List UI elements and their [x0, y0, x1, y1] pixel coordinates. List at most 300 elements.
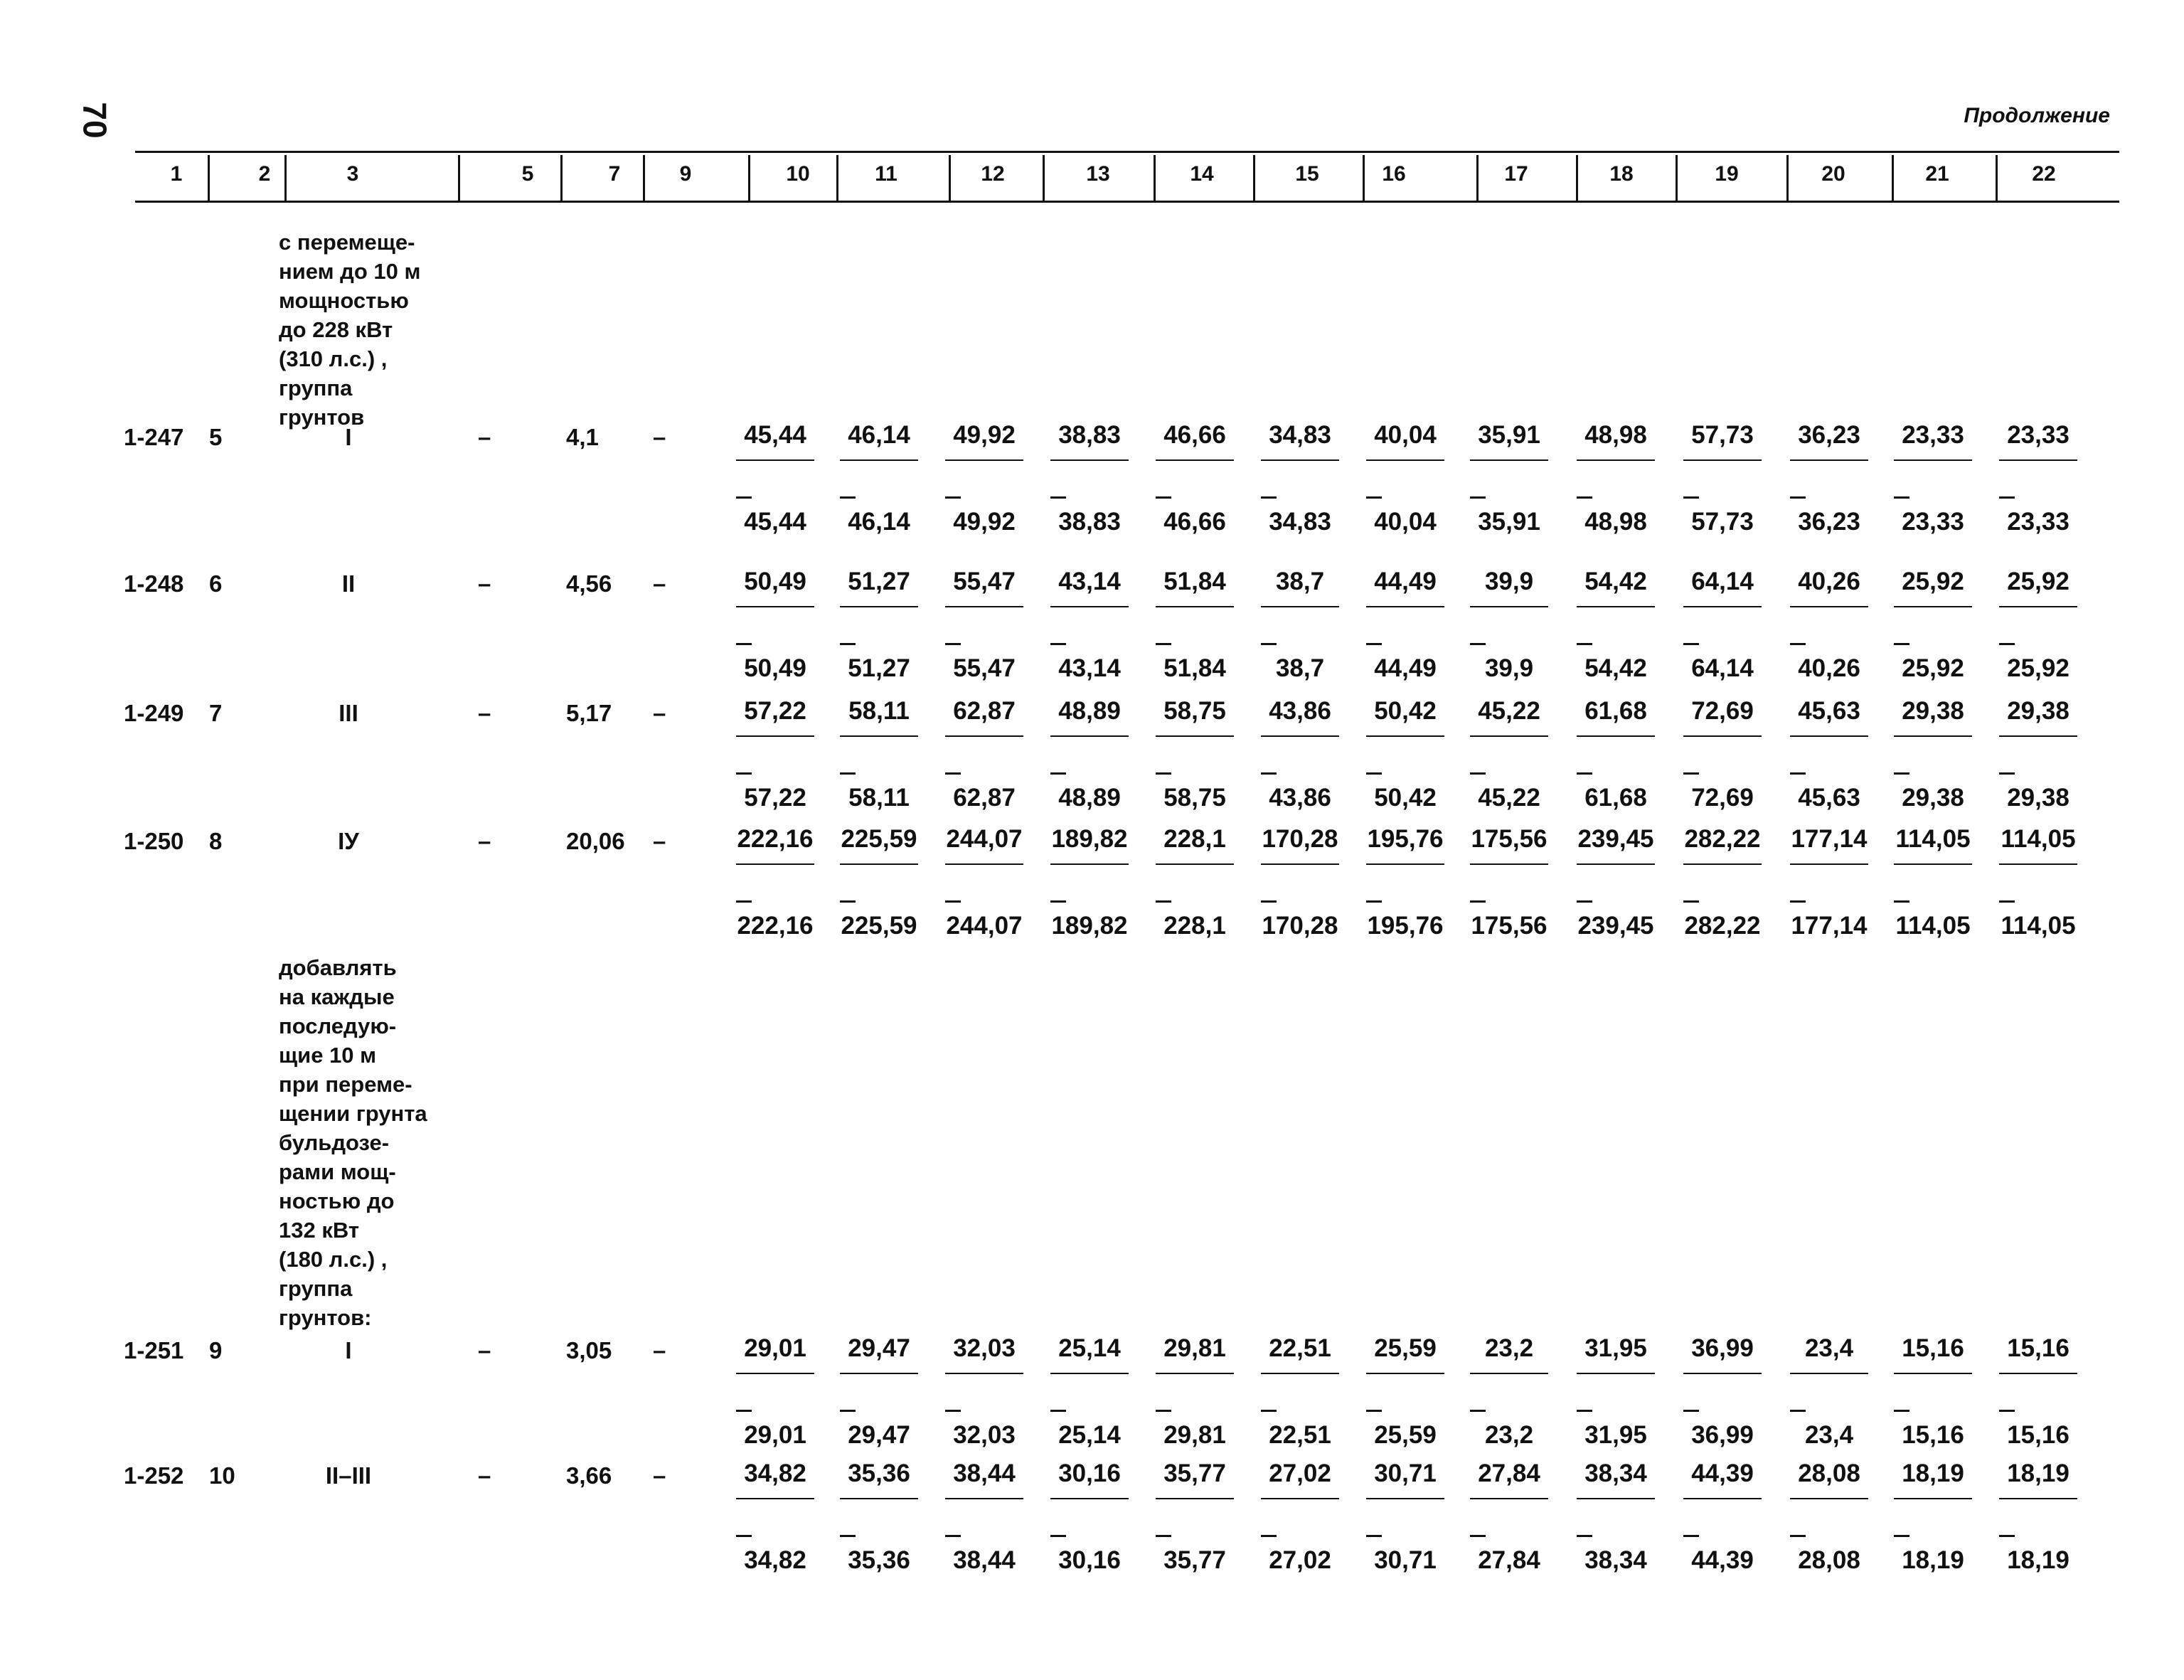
- missing-value-dash: [1156, 643, 1171, 645]
- header-col-7: 7: [608, 162, 621, 186]
- fraction-bar: [945, 863, 1023, 865]
- price-denominator: 35,77: [1163, 1546, 1226, 1574]
- fraction-bar: [945, 606, 1023, 607]
- fraction-bar: [945, 459, 1023, 461]
- price-numerator: 25,92: [2007, 568, 2070, 595]
- price-denominator: 170,28: [1262, 912, 1338, 940]
- price-numerator: 58,11: [848, 697, 910, 725]
- row-number: 7: [209, 700, 223, 726]
- price-numerator: 22,51: [1269, 1334, 1331, 1362]
- fraction-bar: [1470, 735, 1548, 737]
- price-denominator: 45,63: [1798, 784, 1860, 812]
- price-denominator: 36,99: [1691, 1421, 1754, 1449]
- price-numerator: 28,08: [1798, 1460, 1860, 1487]
- price-denominator: 23,2: [1484, 1421, 1534, 1449]
- price-denominator: 46,14: [848, 508, 910, 536]
- col-9-value: –: [653, 424, 666, 450]
- fraction-bar: [1894, 1373, 1972, 1374]
- missing-value-dash: [1261, 772, 1277, 775]
- fraction-bar: [1050, 459, 1129, 461]
- fraction-bar: [1470, 863, 1548, 865]
- price-numerator: 18,19: [2007, 1460, 2070, 1487]
- price-denominator: 50,42: [1374, 784, 1437, 812]
- price-numerator: 31,95: [1584, 1334, 1647, 1362]
- price-numerator: 58,75: [1163, 697, 1226, 725]
- missing-value-dash: [1577, 643, 1592, 645]
- price-numerator: 50,42: [1374, 697, 1437, 725]
- header-col-9: 9: [679, 162, 692, 186]
- fraction-bar: [1156, 459, 1234, 461]
- price-denominator: 23,33: [1902, 508, 1964, 536]
- header-col-20: 20: [1821, 162, 1845, 186]
- price-numerator: 195,76: [1367, 825, 1444, 853]
- price-numerator: 34,83: [1269, 421, 1331, 449]
- col-9-value: –: [653, 1337, 666, 1363]
- price-denominator: 30,71: [1374, 1546, 1437, 1574]
- fraction-bar: [1577, 1373, 1655, 1374]
- header-separator: [1786, 155, 1789, 201]
- missing-value-dash: [1683, 496, 1699, 499]
- missing-value-dash: [1683, 1410, 1699, 1412]
- price-numerator: 57,73: [1691, 421, 1754, 449]
- section-description: [279, 953, 427, 1332]
- col-5-value: –: [478, 1462, 491, 1489]
- price-numerator: 38,83: [1058, 421, 1121, 449]
- price-numerator: 46,66: [1163, 421, 1226, 449]
- missing-value-dash: [1683, 1535, 1699, 1537]
- missing-value-dash: [1156, 772, 1171, 775]
- price-numerator: 228,1: [1163, 825, 1226, 853]
- fraction-bar: [1790, 863, 1868, 865]
- price-denominator: 72,69: [1691, 784, 1754, 812]
- header-separator: [949, 155, 951, 201]
- price-denominator: 175,56: [1471, 912, 1548, 940]
- missing-value-dash: [840, 772, 856, 775]
- row-number: 9: [209, 1337, 223, 1363]
- price-numerator: 25,14: [1058, 1334, 1121, 1362]
- price-numerator: 43,86: [1269, 697, 1331, 725]
- fraction-bar: [1683, 863, 1762, 865]
- header-col-13: 13: [1086, 162, 1110, 186]
- fraction-bar: [1156, 606, 1234, 607]
- row-number: 10: [209, 1462, 235, 1489]
- fraction-bar: [945, 1498, 1023, 1499]
- description-line: 132 кВт: [279, 1218, 360, 1243]
- missing-value-dash: [1894, 900, 1909, 903]
- price-numerator: 46,14: [848, 421, 910, 449]
- price-numerator: 25,92: [1902, 568, 1964, 595]
- price-numerator: 61,68: [1584, 697, 1647, 725]
- description-line: щении грунта: [279, 1101, 427, 1126]
- price-numerator: 170,28: [1262, 825, 1338, 853]
- price-denominator: 15,16: [2007, 1421, 2070, 1449]
- description-line: при переме-: [279, 1072, 412, 1097]
- missing-value-dash: [945, 772, 961, 775]
- price-numerator: 43,14: [1058, 568, 1121, 595]
- missing-value-dash: [1470, 643, 1486, 645]
- missing-value-dash: [736, 1410, 752, 1412]
- header-separator: [1996, 155, 1998, 201]
- description-line: грунтов: [279, 405, 365, 430]
- fraction-bar: [840, 1498, 918, 1499]
- price-denominator: 38,34: [1584, 1546, 1647, 1574]
- price-denominator: 25,14: [1058, 1421, 1121, 1449]
- col-7-value: 4,1: [566, 424, 599, 450]
- fraction-bar: [1894, 459, 1972, 461]
- price-numerator: 15,16: [2007, 1334, 2070, 1362]
- missing-value-dash: [1577, 900, 1592, 903]
- col-5-value: –: [478, 828, 491, 854]
- fraction-bar: [840, 606, 918, 607]
- missing-value-dash: [840, 1410, 856, 1412]
- fraction-bar: [1999, 735, 2077, 737]
- fraction-bar: [1366, 606, 1444, 607]
- col-7-value: 4,56: [566, 570, 612, 597]
- price-numerator: 44,39: [1691, 1460, 1754, 1487]
- price-numerator: 23,2: [1484, 1334, 1534, 1362]
- missing-value-dash: [1261, 900, 1277, 903]
- price-denominator: 46,66: [1163, 508, 1226, 536]
- price-numerator: 29,38: [2007, 697, 2070, 725]
- price-denominator: 282,22: [1684, 912, 1761, 940]
- continuation-label: Продолжение: [1964, 104, 2110, 127]
- fraction-bar: [1577, 606, 1655, 607]
- description-line: добавлять: [279, 955, 397, 980]
- fraction-bar: [1261, 606, 1339, 607]
- missing-value-dash: [1894, 496, 1909, 499]
- col-5-value: –: [478, 424, 491, 450]
- missing-value-dash: [736, 643, 752, 645]
- soil-group: IУ: [338, 828, 359, 854]
- missing-value-dash: [1894, 772, 1909, 775]
- soil-group: II: [341, 570, 356, 597]
- price-denominator: 61,68: [1584, 784, 1647, 812]
- missing-value-dash: [736, 1535, 752, 1537]
- description-line: до 228 кВт: [279, 317, 393, 342]
- fraction-bar: [1894, 606, 1972, 607]
- price-numerator: 23,4: [1804, 1334, 1854, 1362]
- fraction-bar: [1156, 735, 1234, 737]
- header-separator: [1576, 155, 1578, 201]
- price-denominator: 18,19: [1902, 1546, 1964, 1574]
- price-numerator: 29,01: [744, 1334, 806, 1362]
- missing-value-dash: [1366, 1410, 1382, 1412]
- missing-value-dash: [1470, 1535, 1486, 1537]
- price-numerator: 225,59: [841, 825, 917, 853]
- missing-value-dash: [1999, 496, 2015, 499]
- header-col-12: 12: [981, 162, 1005, 186]
- fraction-bar: [840, 863, 918, 865]
- missing-value-dash: [1261, 496, 1277, 499]
- fraction-bar: [1894, 735, 1972, 737]
- price-numerator: 49,92: [953, 421, 1016, 449]
- price-numerator: 23,33: [1902, 421, 1964, 449]
- price-denominator: 45,22: [1478, 784, 1540, 812]
- price-denominator: 62,87: [953, 784, 1016, 812]
- fraction-bar: [1366, 459, 1444, 461]
- price-numerator: 29,47: [848, 1334, 910, 1362]
- price-denominator: 51,84: [1163, 654, 1226, 682]
- price-denominator: 40,26: [1798, 654, 1860, 682]
- price-denominator: 25,92: [1902, 654, 1964, 682]
- price-denominator: 30,16: [1058, 1546, 1121, 1574]
- missing-value-dash: [1156, 900, 1171, 903]
- price-denominator: 38,44: [953, 1546, 1016, 1574]
- price-numerator: 27,02: [1269, 1460, 1331, 1487]
- price-denominator: 27,02: [1269, 1546, 1331, 1574]
- page-number: 70: [76, 102, 114, 139]
- price-denominator: 48,98: [1584, 508, 1647, 536]
- header-col-14: 14: [1190, 162, 1214, 186]
- fraction-bar: [1790, 459, 1868, 461]
- price-denominator: 48,89: [1058, 784, 1121, 812]
- fraction-bar: [1683, 606, 1762, 607]
- description-line: бульдозе-: [279, 1130, 390, 1155]
- fraction-bar: [1261, 735, 1339, 737]
- price-numerator: 51,84: [1163, 568, 1226, 595]
- header-separator: [458, 155, 460, 201]
- price-denominator: 40,04: [1374, 508, 1437, 536]
- missing-value-dash: [840, 1535, 856, 1537]
- description-line: щие 10 м: [279, 1043, 377, 1068]
- fraction-bar: [1470, 1498, 1548, 1499]
- header-separator: [560, 155, 563, 201]
- price-denominator: 195,76: [1367, 912, 1444, 940]
- fraction-bar: [736, 1373, 814, 1374]
- missing-value-dash: [1894, 1410, 1909, 1412]
- price-numerator: 114,05: [1895, 825, 1971, 853]
- missing-value-dash: [1790, 772, 1806, 775]
- price-numerator: 55,47: [953, 568, 1016, 595]
- fraction-bar: [1050, 863, 1129, 865]
- fraction-bar: [945, 735, 1023, 737]
- price-numerator: 35,77: [1163, 1460, 1226, 1487]
- fraction-bar: [1999, 1498, 2077, 1499]
- fraction-bar: [1470, 459, 1548, 461]
- price-numerator: 25,59: [1374, 1334, 1437, 1362]
- missing-value-dash: [945, 900, 961, 903]
- price-denominator: 32,03: [953, 1421, 1016, 1449]
- missing-value-dash: [1156, 496, 1171, 499]
- price-numerator: 30,16: [1058, 1460, 1121, 1487]
- price-numerator: 18,19: [1902, 1460, 1964, 1487]
- description-line: (180 л.с.) ,: [279, 1247, 388, 1272]
- fraction-bar: [840, 1373, 918, 1374]
- header-col-21: 21: [1925, 162, 1949, 186]
- price-denominator: 29,38: [2007, 784, 2070, 812]
- price-denominator: 54,42: [1584, 654, 1647, 682]
- fraction-bar: [1261, 1498, 1339, 1499]
- price-numerator: 32,03: [953, 1334, 1016, 1362]
- price-numerator: 48,98: [1584, 421, 1647, 449]
- fraction-bar: [1683, 459, 1762, 461]
- row-number: 8: [209, 828, 223, 854]
- header-col-11: 11: [875, 162, 897, 186]
- price-numerator: 62,87: [953, 697, 1016, 725]
- fraction-bar: [1790, 1498, 1868, 1499]
- soil-group: I: [345, 1337, 352, 1363]
- row-number: 5: [209, 424, 223, 450]
- price-denominator: 22,51: [1269, 1421, 1331, 1449]
- missing-value-dash: [1683, 643, 1699, 645]
- price-numerator: 38,44: [953, 1460, 1016, 1487]
- missing-value-dash: [1050, 496, 1066, 499]
- price-denominator: 51,27: [848, 654, 910, 682]
- header-col-22: 22: [2032, 162, 2056, 186]
- fraction-bar: [1577, 1498, 1655, 1499]
- missing-value-dash: [1050, 772, 1066, 775]
- price-denominator: 43,86: [1269, 784, 1331, 812]
- col-7-value: 20,06: [566, 828, 625, 854]
- header-col-2: 2: [258, 162, 271, 186]
- header-separator: [1253, 155, 1255, 201]
- fraction-bar: [1999, 606, 2077, 607]
- missing-value-dash: [1470, 900, 1486, 903]
- price-denominator: 15,16: [1902, 1421, 1964, 1449]
- missing-value-dash: [945, 1410, 961, 1412]
- col-5-value: –: [478, 700, 491, 726]
- header-separator: [1043, 155, 1045, 201]
- fraction-bar: [1156, 863, 1234, 865]
- fraction-bar: [1577, 735, 1655, 737]
- description-line: нием до 10 м: [279, 259, 421, 284]
- price-denominator: 55,47: [953, 654, 1016, 682]
- fraction-bar: [1894, 1498, 1972, 1499]
- fraction-bar: [1050, 1498, 1129, 1499]
- price-numerator: 29,81: [1163, 1334, 1226, 1362]
- missing-value-dash: [1050, 1410, 1066, 1412]
- price-numerator: 39,9: [1484, 568, 1534, 595]
- price-denominator: 18,19: [2007, 1546, 2070, 1574]
- missing-value-dash: [945, 1535, 961, 1537]
- header-separator: [1676, 155, 1678, 201]
- description-line: с перемеще-: [279, 230, 415, 255]
- header-col-19: 19: [1715, 162, 1739, 186]
- missing-value-dash: [1790, 496, 1806, 499]
- price-numerator: 57,22: [744, 697, 806, 725]
- missing-value-dash: [1261, 643, 1277, 645]
- price-denominator: 34,82: [744, 1546, 806, 1574]
- col-5-value: –: [478, 1337, 491, 1363]
- header-col-18: 18: [1609, 162, 1634, 186]
- col-9-value: –: [653, 1462, 666, 1489]
- price-denominator: 25,92: [2007, 654, 2070, 682]
- price-denominator: 27,84: [1478, 1546, 1540, 1574]
- price-numerator: 36,99: [1691, 1334, 1754, 1362]
- header-bottom-rule: [135, 201, 2119, 203]
- price-denominator: 49,92: [953, 508, 1016, 536]
- fraction-bar: [1577, 459, 1655, 461]
- price-denominator: 222,16: [737, 912, 814, 940]
- price-denominator: 34,83: [1269, 508, 1331, 536]
- price-denominator: 45,44: [744, 508, 806, 536]
- missing-value-dash: [1050, 643, 1066, 645]
- missing-value-dash: [1894, 1535, 1909, 1537]
- fraction-bar: [736, 459, 814, 461]
- price-numerator: 51,27: [848, 568, 910, 595]
- soil-group: I: [345, 424, 352, 450]
- fraction-bar: [1156, 1373, 1234, 1374]
- fraction-bar: [1366, 863, 1444, 865]
- fraction-bar: [1999, 863, 2077, 865]
- missing-value-dash: [945, 643, 961, 645]
- price-numerator: 44,49: [1374, 568, 1437, 595]
- col-9-value: –: [653, 570, 666, 597]
- row-code: 1-252: [124, 1462, 184, 1489]
- missing-value-dash: [1050, 900, 1066, 903]
- price-numerator: 222,16: [737, 825, 814, 853]
- header-col-1: 1: [170, 162, 183, 186]
- price-numerator: 282,22: [1684, 825, 1761, 853]
- price-denominator: 114,05: [2001, 912, 2076, 940]
- header-separator: [643, 155, 645, 201]
- fraction-bar: [1261, 863, 1339, 865]
- fraction-bar: [1366, 1373, 1444, 1374]
- description-line: мощностью: [279, 288, 409, 313]
- row-code: 1-250: [124, 828, 184, 854]
- price-denominator: 114,05: [1895, 912, 1971, 940]
- price-denominator: 44,39: [1691, 1546, 1754, 1574]
- price-numerator: 40,26: [1798, 568, 1860, 595]
- missing-value-dash: [1999, 772, 2015, 775]
- price-numerator: 35,91: [1478, 421, 1540, 449]
- price-denominator: 29,81: [1163, 1421, 1226, 1449]
- soil-group: III: [339, 700, 358, 726]
- missing-value-dash: [1470, 496, 1486, 499]
- missing-value-dash: [840, 643, 856, 645]
- header-col-10: 10: [786, 162, 810, 186]
- description-line: (310 л.с.) ,: [279, 346, 388, 371]
- price-denominator: 23,4: [1804, 1421, 1854, 1449]
- price-numerator: 72,69: [1691, 697, 1754, 725]
- missing-value-dash: [1261, 1535, 1277, 1537]
- price-numerator: 15,16: [1902, 1334, 1964, 1362]
- row-code: 1-249: [124, 700, 184, 726]
- missing-value-dash: [1894, 643, 1909, 645]
- fraction-bar: [945, 1373, 1023, 1374]
- header-separator: [208, 155, 210, 201]
- fraction-bar: [840, 735, 918, 737]
- description-line: ностью до: [279, 1189, 395, 1213]
- missing-value-dash: [736, 496, 752, 499]
- price-denominator: 38,7: [1275, 654, 1325, 682]
- fraction-bar: [1156, 1498, 1234, 1499]
- missing-value-dash: [1156, 1410, 1171, 1412]
- fraction-bar: [1683, 1498, 1762, 1499]
- missing-value-dash: [1999, 900, 2015, 903]
- price-numerator: 64,14: [1691, 568, 1754, 595]
- header-separator: [748, 155, 750, 201]
- price-numerator: 54,42: [1584, 568, 1647, 595]
- fraction-bar: [1790, 1373, 1868, 1374]
- missing-value-dash: [1577, 772, 1592, 775]
- row-code: 1-248: [124, 570, 184, 597]
- missing-value-dash: [1366, 900, 1382, 903]
- price-denominator: 58,75: [1163, 784, 1226, 812]
- fraction-bar: [1050, 1373, 1129, 1374]
- description-line: грунтов:: [279, 1305, 372, 1330]
- price-numerator: 45,63: [1798, 697, 1860, 725]
- header-col-3: 3: [346, 162, 359, 186]
- col-7-value: 5,17: [566, 700, 612, 726]
- fraction-bar: [1050, 606, 1129, 607]
- fraction-bar: [1999, 1373, 2077, 1374]
- header-col-16: 16: [1382, 162, 1406, 186]
- price-denominator: 36,23: [1798, 508, 1860, 536]
- price-numerator: 30,71: [1374, 1460, 1437, 1487]
- price-denominator: 35,91: [1478, 508, 1540, 536]
- price-denominator: 29,01: [744, 1421, 806, 1449]
